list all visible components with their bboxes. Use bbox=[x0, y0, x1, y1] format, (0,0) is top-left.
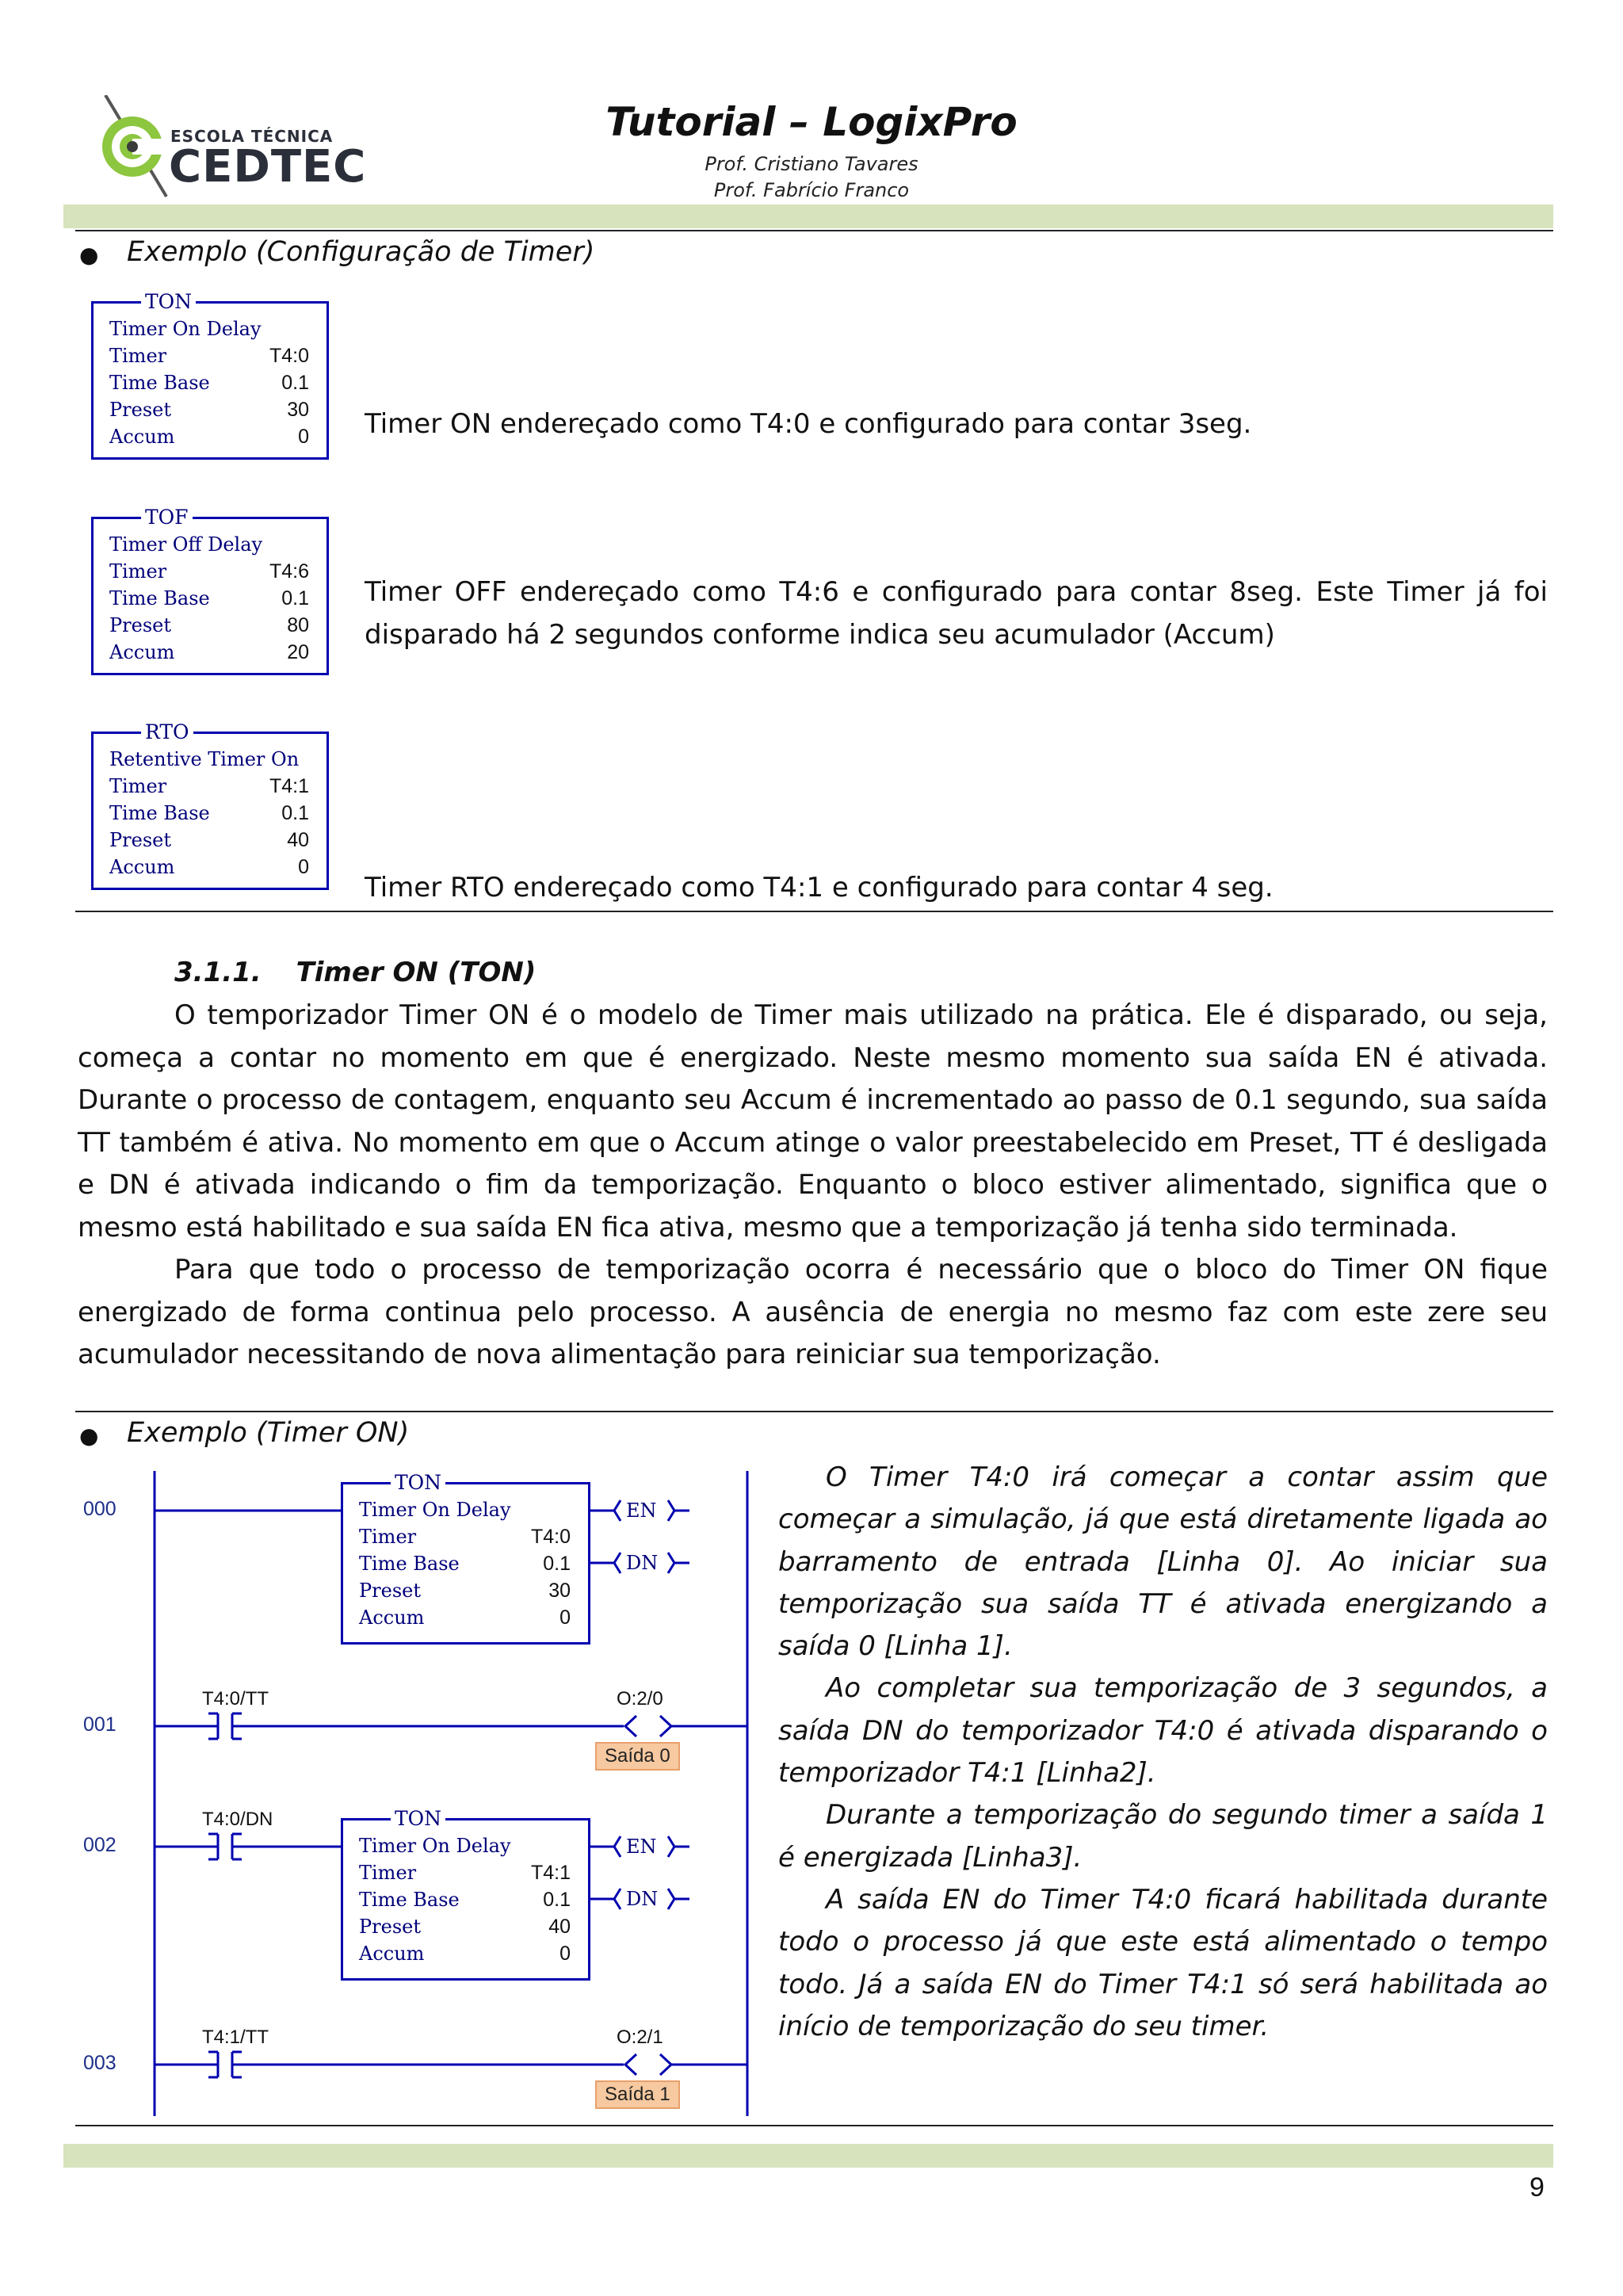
page-number: 9 bbox=[1529, 2172, 1545, 2202]
time-base-value: 0.1 bbox=[281, 802, 309, 824]
tof-config-box bbox=[91, 506, 329, 675]
time-base-label: Time Base bbox=[109, 372, 210, 394]
timer-value: T4:1 bbox=[530, 1862, 571, 1884]
timer-label: Timer bbox=[109, 775, 167, 797]
rto-title: RTO bbox=[141, 720, 193, 743]
time-base-label: Time Base bbox=[359, 1889, 460, 1911]
section-paragraph-1: O temporizador Timer ON é o modelo de Timer mais utilizado na prática. Ele é disparado, ou seja, começa a contar no momento em que é energizado. Neste mesmo momento sua saída EN é ativada. Durante o processo de contagem, enquanto seu Accum é incrementado ao passo de 0.1 segundo, sua saída TT também é ativa. No momento em que o Accum atinge o valor preestabelecido em Preset, TT é desligada e DN é ativada indicando o fim da temporização. Enquanto o bloco estiver alimentado, significa que o mesmo está habilitado e sua saída EN fica ativa, mesmo que a temporização já tenha sido terminada. bbox=[78, 999, 1548, 1244]
contact-label: T4:0/DN bbox=[202, 1809, 273, 1830]
accum-value: 0 bbox=[298, 426, 309, 448]
example2-top-rule bbox=[75, 1411, 1553, 1412]
footer-bar bbox=[63, 2144, 1553, 2168]
timer-label: Timer bbox=[359, 1862, 417, 1884]
explanation-paragraph: O Timer T4:0 irá começar a contar assim que começar a simulação, já que está diretamente ligada ao barramento de entrada [Linha 0]. Ao iniciar sua temporização sua saída TT é ativada energizando a saída 0 [Linha 1]. bbox=[778, 1461, 1548, 1663]
time-base-value: 0.1 bbox=[281, 587, 309, 609]
preset-label: Preset bbox=[359, 1916, 421, 1938]
output-tag: Saída 1 bbox=[595, 2080, 680, 2109]
accum-label: Accum bbox=[359, 1943, 425, 1965]
preset-value: 30 bbox=[287, 399, 309, 421]
bullet-icon: ● bbox=[79, 1423, 99, 1449]
preset-value: 80 bbox=[287, 614, 309, 636]
example2-explanation bbox=[778, 1457, 1548, 2048]
ton-desc: Timer On Delay bbox=[359, 1835, 511, 1857]
explanation-paragraph: Durante a temporização do segundo timer a saída 1 é energizada [Linha3]. bbox=[778, 1799, 1548, 1874]
time-base-value: 0.1 bbox=[543, 1889, 571, 1911]
explanation-paragraph: Ao completar sua temporização de 3 segundos, a saída DN do temporizador T4:0 é ativada disparando o temporizador T4:1 [Linha2]. bbox=[778, 1672, 1548, 1790]
ton-title: TON bbox=[141, 290, 196, 313]
ladder-diagram bbox=[75, 1458, 773, 2116]
preset-label: Preset bbox=[359, 1580, 421, 1602]
ton-block-t41 bbox=[341, 1807, 590, 1981]
contact-label: T4:0/TT bbox=[202, 1688, 269, 1710]
accum-value: 20 bbox=[287, 641, 309, 663]
accum-label: Accum bbox=[109, 641, 175, 663]
ton-title: TON bbox=[391, 1471, 445, 1494]
tof-title: TOF bbox=[141, 506, 193, 529]
time-base-value: 0.1 bbox=[543, 1553, 571, 1575]
accum-value: 0 bbox=[559, 1606, 571, 1629]
section-title: Timer ON (TON) bbox=[296, 957, 537, 988]
timer-value: T4:1 bbox=[269, 775, 309, 797]
preset-label: Preset bbox=[109, 399, 171, 421]
preset-label: Preset bbox=[109, 614, 171, 636]
dn-output: DN bbox=[626, 1552, 659, 1574]
timer-value: T4:0 bbox=[269, 345, 309, 367]
header-bar bbox=[63, 204, 1553, 228]
author-2: Prof. Fabrício Franco bbox=[713, 179, 910, 201]
time-base-label: Time Base bbox=[109, 802, 210, 824]
example2-label: Exemplo (Timer ON) bbox=[127, 1417, 410, 1449]
logo-main-text: CEDTEC bbox=[169, 141, 367, 193]
dn-output: DN bbox=[626, 1888, 659, 1910]
en-output: EN bbox=[626, 1499, 657, 1522]
coil-address: O:2/0 bbox=[617, 1688, 663, 1710]
ton-caption: Timer ON endereçado como T4:0 e configurado para contar 3seg. bbox=[365, 408, 1252, 440]
ton-config-box bbox=[91, 290, 329, 460]
time-base-label: Time Base bbox=[109, 587, 210, 609]
example1-label: Exemplo (Configuração de Timer) bbox=[127, 236, 595, 268]
rung-number: 002 bbox=[83, 1834, 116, 1856]
page-title: Tutorial – LogixPro bbox=[605, 99, 1018, 145]
rung-number: 001 bbox=[83, 1713, 116, 1736]
ton-title: TON bbox=[391, 1807, 445, 1830]
bullet-icon: ● bbox=[79, 242, 99, 268]
contact-label: T4:1/TT bbox=[202, 2027, 269, 2048]
preset-value: 40 bbox=[548, 1916, 571, 1938]
explanation-paragraph: A saída EN do Timer T4:0 ficará habilitada durante todo o processo já que este está alimentado o tempo todo. Já a saída EN do Timer T4:1 só será habilitada ao início de temporização do seu timer. bbox=[778, 1883, 1548, 2042]
ton-desc: Timer On Delay bbox=[109, 318, 262, 340]
time-base-label: Time Base bbox=[359, 1553, 460, 1575]
timer-value: T4:6 bbox=[269, 560, 309, 583]
example2-bottom-rule bbox=[75, 2125, 1553, 2126]
tof-desc: Timer Off Delay bbox=[109, 533, 263, 556]
header-rule bbox=[75, 230, 1553, 231]
rung-number: 000 bbox=[83, 1498, 116, 1520]
ton-block-t40 bbox=[341, 1471, 590, 1645]
coil-address: O:2/1 bbox=[617, 2027, 663, 2048]
preset-value: 40 bbox=[287, 829, 309, 851]
section-paragraph-2: Para que todo o processo de temporização ocorra é necessário que o bloco do Timer ON fique energizado de forma continua pelo processo. A ausência de energia no mesmo faz com este zere seu acumulador necessitando de nova alimentação para reiniciar sua temporização. bbox=[78, 1254, 1548, 1370]
preset-value: 30 bbox=[548, 1580, 571, 1602]
rto-desc: Retentive Timer On bbox=[109, 748, 300, 770]
accum-value: 0 bbox=[298, 856, 309, 878]
accum-value: 0 bbox=[559, 1943, 571, 1965]
section-heading bbox=[174, 957, 536, 988]
accum-label: Accum bbox=[359, 1606, 425, 1629]
output-tag: Saída 0 bbox=[595, 1742, 680, 1771]
example1-rule bbox=[75, 911, 1553, 912]
rung-number: 003 bbox=[83, 2052, 116, 2074]
time-base-value: 0.1 bbox=[281, 372, 309, 394]
timer-value: T4:0 bbox=[530, 1526, 571, 1548]
rto-config-box bbox=[91, 720, 329, 890]
preset-label: Preset bbox=[109, 829, 171, 851]
accum-label: Accum bbox=[109, 426, 175, 448]
timer-label: Timer bbox=[109, 345, 167, 367]
author-1: Prof. Cristiano Tavares bbox=[705, 153, 918, 175]
en-output: EN bbox=[626, 1836, 657, 1858]
timer-label: Timer bbox=[109, 560, 167, 583]
ton-desc: Timer On Delay bbox=[359, 1499, 511, 1521]
section-number: 3.1.1. bbox=[174, 957, 262, 988]
tof-caption: Timer OFF endereçado como T4:6 e configurado para contar 8seg. Este Timer já foi disparado há 2 segundos conforme indica seu acumulador (Accum) bbox=[365, 576, 1548, 651]
rto-caption: Timer RTO endereçado como T4:1 e configurado para contar 4 seg. bbox=[365, 872, 1274, 904]
accum-label: Accum bbox=[109, 856, 175, 878]
logo-top-text: ESCOLA TÉCNICA bbox=[170, 127, 334, 146]
timer-label: Timer bbox=[359, 1526, 417, 1548]
